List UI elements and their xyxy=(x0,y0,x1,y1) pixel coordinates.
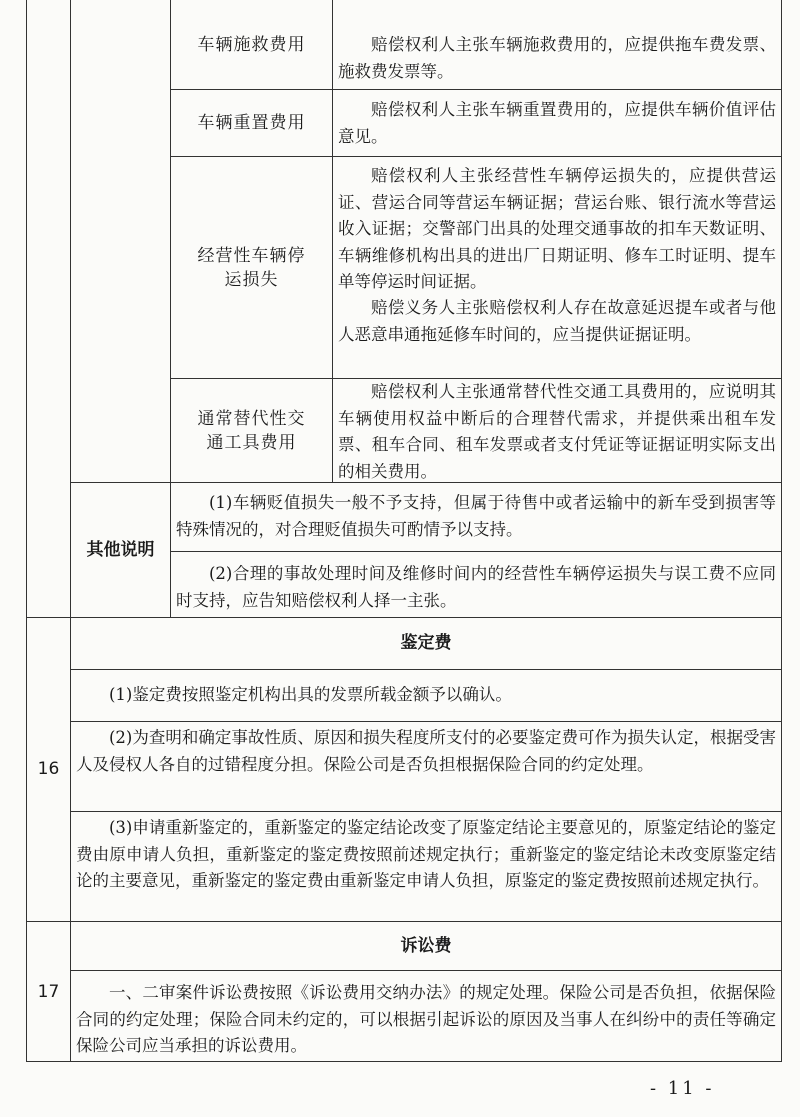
table-border-bottom xyxy=(26,1061,782,1062)
row-text-operating-loss: 赔偿权利人主张经营性车辆停运损失的，应提供营运证、营运合同等营运车辆证据；营运台账、银行流水等营运收入证据；交警部门出具的处理交通事故的扣车天数证明、车辆维修机构出具的进出厂日期证明、修车工时证明、提车单等停运时间证据。 xyxy=(338,166,776,291)
row-divider xyxy=(70,970,782,971)
row-text-replacement-fee: 赔偿权利人主张车辆重置费用的，应提供车辆价值评估意见。 xyxy=(338,100,776,146)
other-note-2: (2)合理的事故处理时间及维修时间内的经营性车辆停运损失与误工费不应同时支持，应告知赔偿权利人择一主张。 xyxy=(176,564,776,610)
row-label-operating-loss-text: 经营性车辆停运损失 xyxy=(197,245,306,290)
section-16-title: 鉴定费 xyxy=(400,633,452,654)
row-label-operating-loss xyxy=(195,157,308,378)
row-text-operating-loss-delay: 赔偿义务人主张赔偿权利人存在故意延迟提车或者与他人恶意串通拖延修车时间的，应当提供证据证明。 xyxy=(338,298,776,344)
row-divider xyxy=(70,811,782,812)
other-note-1: (1)车辆贬值损失一般不予支持，但属于待售中或者运输中的新车受到损害等特殊情况的，对合理贬值损失可酌情予以支持。 xyxy=(176,493,776,539)
row-divider xyxy=(170,551,782,552)
row-divider xyxy=(70,669,782,670)
section-17-number: 17 xyxy=(37,981,60,1002)
other-notes-divider xyxy=(170,482,171,617)
section-16-item-1: (1)鉴定费按照鉴定机构出具的发票所载金额予以确认。 xyxy=(109,685,512,704)
row-label-substitute-transport-text: 通常替代性交通工具费用 xyxy=(197,409,306,453)
section-17-title: 诉讼费 xyxy=(400,935,452,956)
page-number: - 11 - xyxy=(650,1078,715,1099)
section-16-item-2: (2)为查明和确定事故性质、原因和损失程度所支付的必要鉴定费可作为损失认定，根据受害人及侵权人各自的过错程度分担。保险公司是否负担根据保险合同的约定处理。 xyxy=(76,728,776,774)
other-notes-label: 其他说明 xyxy=(86,540,155,561)
content-column-divider xyxy=(332,0,333,483)
table-border-right xyxy=(781,0,782,1062)
row-label-replacement-fee: 车辆重置费用 xyxy=(197,113,306,133)
section-17-item-1: 一、二审案件诉讼费按照《诉讼费用交纳办法》的规定处理。保险公司是否负担，依据保险合同的约定处理；保险合同未约定的，可以根据引起诉讼的原因及当事人在纠纷中的责任等确定保险公司应当承担的诉讼费用。 xyxy=(76,983,776,1055)
section-16-number: 16 xyxy=(37,759,60,780)
row-divider xyxy=(70,721,782,722)
row-label-substitute-transport xyxy=(195,379,308,483)
section-16-item-3: (3)申请重新鉴定的，重新鉴定的鉴定结论改变了原鉴定结论主要意见的，原鉴定结论的鉴定费由原申请人负担，重新鉴定的鉴定费按照前述规定执行；重新鉴定的鉴定结论未改变原鉴定结论的主要意见，重新鉴定的鉴定费由重新鉴定申请人负担，原鉴定的鉴定费按照前述规定执行。 xyxy=(76,818,776,890)
row-text-substitute-transport: 赔偿权利人主张通常替代性交通工具费用的，应说明其车辆使用权益中断后的合理替代需求，并提供乘出租车发票、租车合同、租车发票或者支付凭证等证据证明实际支出的相关费用。 xyxy=(338,382,776,481)
row-text-rescue-fee: 赔偿权利人主张车辆施救费用的，应提供拖车费发票、施救费发票等。 xyxy=(338,35,776,81)
row-label-rescue-fee: 车辆施救费用 xyxy=(197,34,306,55)
